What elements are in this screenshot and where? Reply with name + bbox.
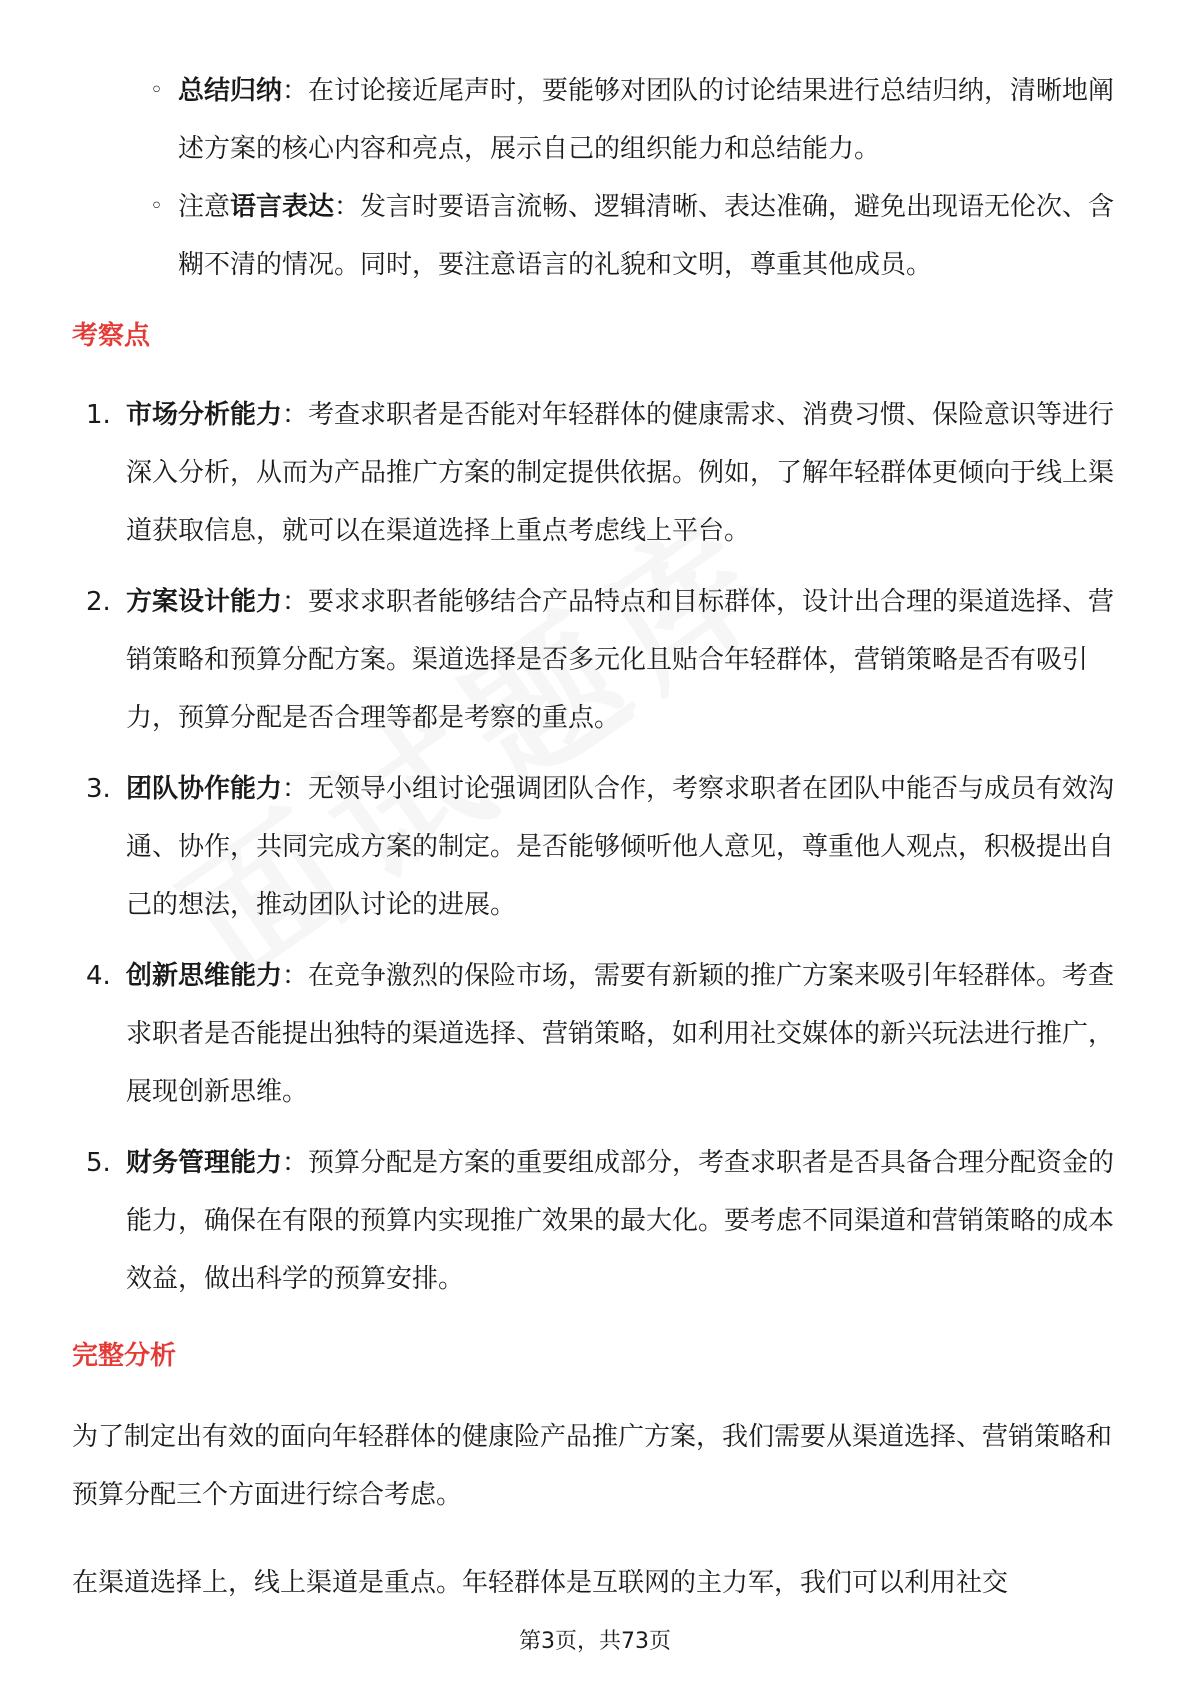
list-item-label: 市场分析能力	[126, 400, 283, 430]
analysis-paragraph: 在渠道选择上，线上渠道是重点。年轻群体是互联网的主力军，我们可以利用社交	[72, 1568, 1009, 1598]
list-item-number: 1.	[86, 400, 111, 430]
list-item	[72, 573, 1118, 747]
bullet-text: ：在讨论接近尾声时，要能够对团队的讨论结果进行总结归纳，清晰地阐述方案的核心内容和亮点，展示自己的组织能力和总结能力。	[178, 76, 1115, 164]
inspection-points-list	[72, 386, 1118, 1308]
list-item-label: 方案设计能力	[126, 587, 283, 617]
list-item	[72, 947, 1118, 1121]
list-item	[72, 1134, 1118, 1308]
list-item-label: 创新思维能力	[126, 961, 283, 991]
section-heading-inspection-points: 考察点	[72, 321, 151, 351]
bullet-item-summary	[72, 62, 1118, 178]
list-item-text: ：要求求职者能够结合产品特点和目标群体，设计出合理的渠道选择、营销策略和预算分配方案。渠道选择是否多元化且贴合年轻群体，营销策略是否有吸引力，预算分配是否合理等都是考察的重点。	[126, 587, 1115, 733]
bullet-label: 语言表达	[230, 192, 335, 222]
list-item-text: ：无领导小组讨论强调团队合作，考察求职者在团队中能否与成员有效沟通、协作，共同完成方案的制定。是否能够倾听他人意见，尊重他人观点，积极提出自己的想法，推动团队讨论的进展。	[126, 774, 1115, 920]
list-item-label: 团队协作能力	[126, 774, 283, 804]
list-item-number: 5.	[86, 1148, 111, 1178]
hollow-circle-bullet-icon: ◦	[150, 194, 163, 219]
hollow-circle-bullet-icon: ◦	[150, 78, 163, 103]
list-item-text: ：考查求职者是否能对年轻群体的健康需求、消费习惯、保险意识等进行深入分析，从而为产品推广方案的制定提供依据。例如，了解年轻群体更倾向于线上渠道获取信息，就可以在渠道选择上重点考虑线上平台。	[126, 400, 1115, 546]
list-item-number: 2.	[86, 587, 111, 617]
bullet-text: ：发言时要语言流畅、逻辑清晰、表达准确，避免出现语无伦次、含糊不清的情况。同时，要注意语言的礼貌和文明，尊重其他成员。	[178, 192, 1115, 280]
list-item-text: ：预算分配是方案的重要组成部分，考查求职者是否具备合理分配资金的能力，确保在有限的预算内实现推广效果的最大化。要考虑不同渠道和营销策略的成本效益，做出科学的预算安排。	[126, 1148, 1115, 1294]
list-item-number: 3.	[86, 774, 111, 804]
list-item	[72, 760, 1118, 934]
page-footer: 第3页，共73页	[519, 1629, 671, 1654]
bullet-item-language	[72, 178, 1118, 294]
list-item	[72, 386, 1118, 560]
bullet-label: 总结归纳	[178, 76, 283, 106]
list-item-label: 财务管理能力	[126, 1148, 283, 1178]
list-item-text: ：在竞争激烈的保险市场，需要有新颖的推广方案来吸引年轻群体。考查求职者是否能提出独特的渠道选择、营销策略，如利用社交媒体的新兴玩法进行推广，展现创新思维。	[126, 961, 1115, 1107]
analysis-paragraph: 为了制定出有效的面向年轻群体的健康险产品推广方案，我们需要从渠道选择、营销策略和预算分配三个方面进行综合考虑。	[72, 1422, 1113, 1510]
content-area	[72, 62, 1118, 1612]
bullet-prefix: 注意	[178, 192, 231, 222]
bullet-list	[72, 62, 1118, 294]
list-item-number: 4.	[86, 961, 111, 991]
section-heading-full-analysis: 完整分析	[72, 1341, 177, 1371]
